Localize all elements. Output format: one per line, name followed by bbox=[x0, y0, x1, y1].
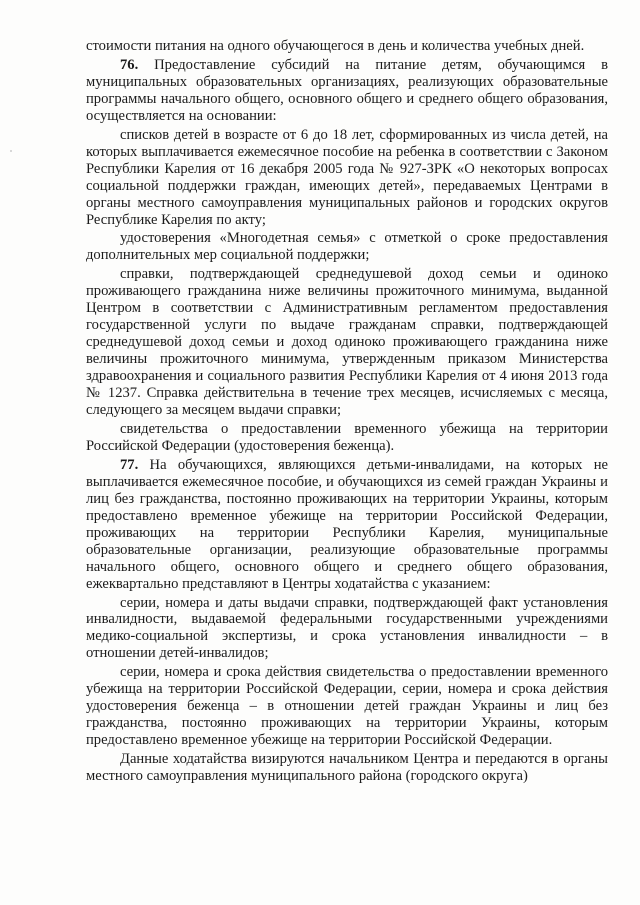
paragraph bbox=[86, 266, 608, 419]
paragraph-text: справки, подтверждающей среднедушевой доход семьи и одиноко проживающего гражданина ниже величины прожиточного минимума, выданной Центром в соответствии с Административным регламентом предоставления государственной услуги по выдаче гражданам справки, подтверждающей среднедушевой доход семьи и доход одиноко проживающего гражданина ниже величины прожиточного минимума, утвержденным приказом Министерства здравоохранения и социального развития Республики Карелия от 4 июня 2013 года № 1237. Справка действительна в течение трех месяцев, исчисляемых с месяца, следующего за месяцем выдачи справки; bbox=[86, 266, 608, 419]
document-body bbox=[86, 38, 608, 787]
clause-number: 76. bbox=[120, 56, 139, 73]
paragraph-text: свидетельства о предоставлении временного убежища на территории Российской Федерации (удостоверения беженца). bbox=[86, 420, 608, 454]
clause-number: 77. bbox=[120, 456, 139, 473]
paragraph bbox=[86, 457, 608, 593]
paragraph bbox=[86, 230, 608, 264]
paragraph-text: Данные ходатайства визируются начальником Центра и передаются в органы местного самоуправления муниципального района (городского округа) bbox=[86, 751, 608, 785]
paragraph-text: удостоверения «Многодетная семья» с отметкой о сроке предоставления дополнительных мер социальной поддержки; bbox=[86, 230, 608, 264]
paragraph bbox=[86, 38, 608, 55]
paragraph bbox=[86, 57, 608, 125]
paragraph bbox=[86, 421, 608, 455]
margin-mark bbox=[10, 150, 12, 152]
paragraph-text: списков детей в возрасте от 6 до 18 лет, сформированных из числа детей, на которых выплачивается ежемесячное пособие на ребенка в соответствии с Законом Республики Карелия от 16 декабря 2005 года № 927-ЗРК «О некоторых вопросах социальной поддержки граждан, имеющих детей», передаваемых Центрами в органы местного самоуправления муниципальных районов и городских округов Республике Карелия по акту; bbox=[86, 126, 608, 228]
paragraph-text: стоимости питания на одного обучающегося в день и количества учебных дней. bbox=[86, 38, 585, 54]
paragraph-text: серии, номера и даты выдачи справки, подтверждающей факт установления инвалидности, выдаваемой федеральными государственными учреждениями медико-социальной экспертизы, и срока установления инвалидности – в отношении детей-инвалидов; bbox=[86, 594, 608, 662]
paragraph-text: Предоставление субсидий на питание детям, обучающимся в муниципальных образовательных организациях, реализующих образовательные программы начального общего, основного общего и среднего общего образования, осуществляется на основании: bbox=[86, 56, 608, 124]
paragraph bbox=[86, 664, 608, 749]
paragraph bbox=[86, 595, 608, 663]
paragraph bbox=[86, 127, 608, 229]
paragraph bbox=[86, 751, 608, 785]
paragraph-text: На обучающихся, являющихся детьми-инвалидами, на которых не выплачивается ежемесячное пособие, и обучающихся из семей граждан Украины и лиц без гражданства, постоянно проживающих на территории Украины, которым предоставлено временное убежище на территории Российской Федерации, проживающих на территории Республики Карелия, муниципальные образовательные организации, реализующие образовательные программы начального общего, основного общего и среднего общего образования, ежеквартально представляют в Центры ходатайства с указанием: bbox=[86, 456, 608, 592]
paragraph-text: серии, номера и срока действия свидетельства о предоставлении временного убежища на территории Российской Федерации, серии, номера и срока действия удостоверения беженца – в отношении детей граждан Украины и лиц без гражданства, постоянно проживающих на территории Украины, которым предоставлено временное убежище на территории Российской Федерации. bbox=[86, 664, 608, 749]
